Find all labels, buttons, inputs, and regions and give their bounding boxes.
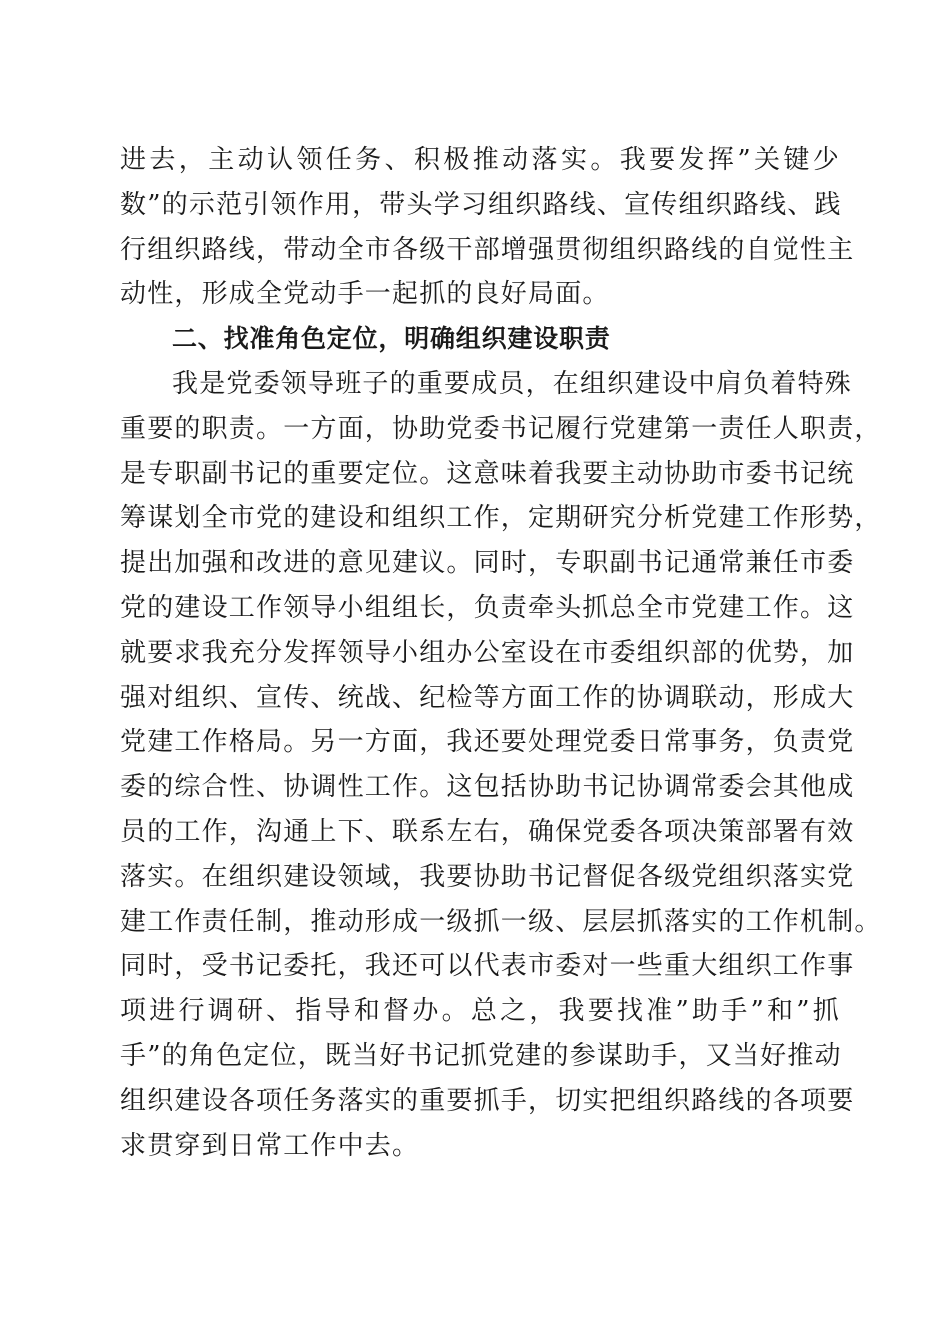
- text-line: 委的综合性、协调性工作。这包括协助书记协调常委会其他成: [120, 772, 855, 803]
- text-line: 重要的职责。一方面，协助党委书记履行党建第一责任人职责，: [120, 413, 882, 444]
- paragraph-continued: [120, 138, 855, 317]
- text-line: 项进行调研、指导和督办。总之，我要找准”助手”和”抓: [120, 996, 840, 1027]
- text-line: 我是党委领导班子的重要成员，在组织建设中肩负着特殊: [172, 368, 853, 399]
- text-line: 进去，主动认领任务、积极推动落实。我要发挥”关键少: [120, 145, 840, 175]
- text-line: 动性，形成全党动手一起抓的良好局面。: [120, 279, 610, 310]
- text-line: 落实。在组织建设领域，我要协助书记督促各级党组织落实党: [120, 861, 855, 892]
- text-line: 提出加强和改进的意见建议。同时，专职副书记通常兼任市委: [120, 548, 855, 579]
- text-line: 求贯穿到日常工作中去。: [120, 1130, 420, 1161]
- text-line: 党的建设工作领导小组组长，负责牵头抓总全市党建工作。这: [120, 592, 855, 623]
- text-line: 就要求我充分发挥领导小组办公室设在市委组织部的优势，加: [120, 637, 855, 668]
- text-line: 手”的角色定位，既当好书记抓党建的参谋助手，又当好推动: [120, 1040, 842, 1071]
- text-line: 筹谋划全市党的建设和组织工作，定期研究分析党建工作形势，: [120, 503, 882, 534]
- text-line: 强对组织、宣传、统战、纪检等方面工作的协调联动，形成大: [120, 682, 855, 713]
- document-body: [120, 138, 882, 1168]
- paragraph-role-positioning: [120, 362, 882, 1168]
- text-line: 是专职副书记的重要定位。这意味着我要主动协助市委书记统: [120, 458, 855, 489]
- text-line: 同时，受书记委托，我还可以代表市委对一些重大组织工作事: [120, 951, 855, 982]
- text-line: 行组织路线，带动全市各级干部增强贯彻组织路线的自觉性主: [120, 234, 855, 265]
- text-line: 员的工作，沟通上下、联系左右，确保党委各项决策部署有效: [120, 816, 855, 847]
- text-line: 建工作责任制，推动形成一级抓一级、层层抓落实的工作机制。: [120, 906, 882, 937]
- text-line: 党建工作格局。另一方面，我还要处理党委日常事务，负责党: [120, 727, 855, 758]
- text-line: 数”的示范引领作用，带头学习组织路线、宣传组织路线、践: [120, 189, 842, 220]
- section-heading: 二、找准角色定位，明确组织建设职责: [172, 324, 611, 354]
- text-line: 组织建设各项任务落实的重要抓手，切实把组织路线的各项要: [120, 1085, 855, 1116]
